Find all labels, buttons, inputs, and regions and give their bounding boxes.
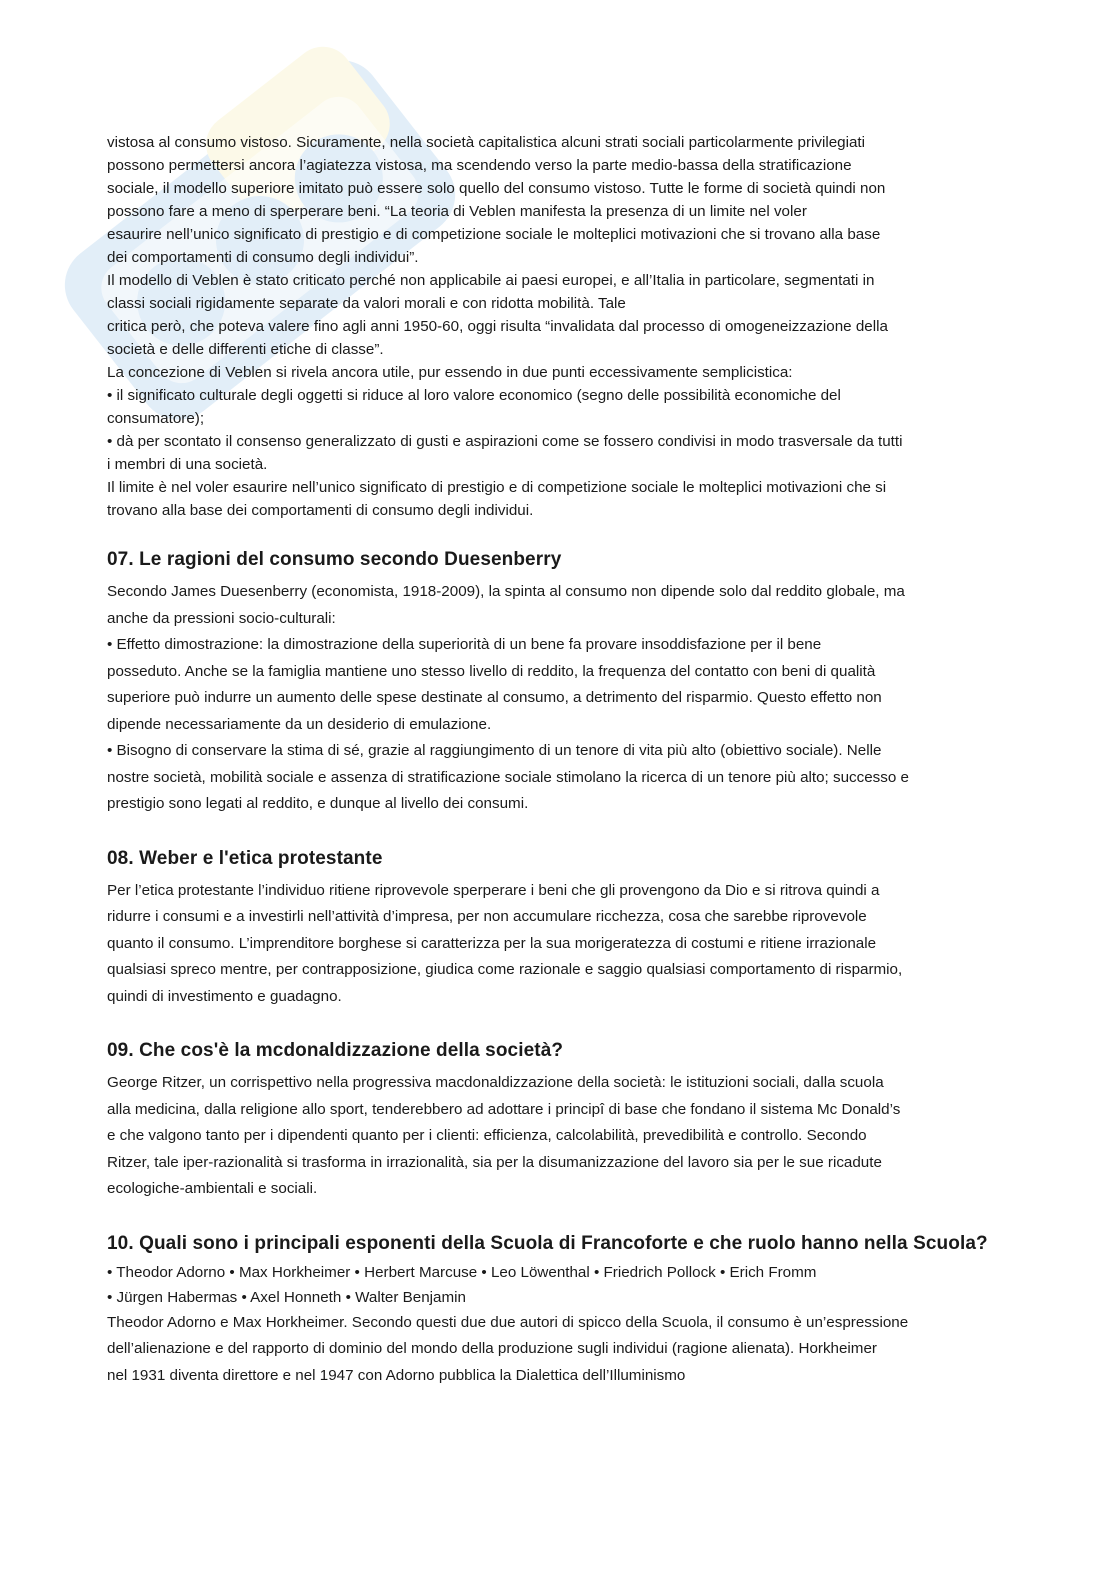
text-line: • Bisogno di conservare la stima di sé, grazie al raggiungimento di un tenore di vita più alto (obiettivo sociale). Nelle (107, 742, 882, 759)
text-line: nel 1931 diventa direttore e nel 1947 con Adorno pubblica la Dialettica dell’Illuminismo (107, 1366, 686, 1384)
section-title: 10. Quali sono i principali esponenti della Scuola di Francoforte e che ruolo hanno nella Scuola? (107, 1232, 988, 1254)
text-line: • Effetto dimostrazione: la dimostrazione della superiorità di un bene fa provare insoddisfazione per il bene (107, 636, 822, 653)
text-line: dell’alienazione e del rapporto di dominio del mondo della produzione sugli individui (ragione alienata). Horkheimer (107, 1340, 877, 1357)
section-title: 09. Che cos'è la mcdonaldizzazione della società? (107, 1040, 564, 1061)
list-item: • Theodor Adorno • Max Horkheimer • Herbert Marcuse • Leo Löwenthal • Friedrich Pollock • Erich Fromm (107, 1263, 817, 1281)
text-line: e che valgono tanto per i dipendenti quanto per i clienti: efficienza, calcolabilità, prevedibilità e controllo. Secondo (107, 1127, 867, 1144)
text-line: critica però, che poteva valere fino agli anni 1950-60, oggi risulta “invalidata dal processo di omogeneizzazione della (107, 318, 888, 335)
text-line: trovano alla base dei comportamenti di consumo degli individui. (107, 502, 534, 519)
text-line: dei comportamenti di consumo degli individui”. (107, 249, 419, 266)
section-09 (107, 1038, 1007, 1203)
text-line: • il significato culturale degli oggetti si riduce al loro valore economico (segno delle possibilità economiche del (107, 387, 841, 404)
text-line: dipende necessariamente da un desiderio di emulazione. (107, 715, 492, 733)
text-line: anche da pressioni socio-culturali: (107, 609, 336, 627)
text-line: possono permettersi ancora l’agiatezza vistosa, ma scendendo verso la parte medio-bassa della stratificazione (107, 157, 852, 174)
text-line: quindi di investimento e guadagno. (107, 987, 342, 1005)
text-line: Secondo James Duesenberry (economista, 1918-2009), la spinta al consumo non dipende solo dal reddito globale, ma (107, 583, 905, 600)
text-line: consumatore); (107, 410, 205, 427)
text-line: ecologiche-ambientali e sociali. (107, 1180, 318, 1197)
text-line: società e delle differenti etiche di classe”. (107, 341, 384, 358)
text-line: posseduto. Anche se la famiglia mantiene uno stesso livello di reddito, la frequenza del contatto con beni di qualità (107, 662, 876, 680)
text-line: Ritzer, tale iper-razionalità si trasforma in irrazionalità, sia per la disumanizzazione del lavoro sia per le sue ricadute (107, 1153, 882, 1171)
text-line: La concezione di Veblen si rivela ancora utile, pur essendo in due punti eccessivamente semplicistica: (107, 364, 793, 381)
text-line: George Ritzer, un corrispettivo nella progressiva macdonaldizzazione della società: le istituzioni sociali, dalla scuola (107, 1074, 884, 1091)
text-line: Theodor Adorno e Max Horkheimer. Secondo questi due due autori di spicco della Scuola, il consumo è un’espressione (107, 1313, 909, 1331)
section-07 (107, 547, 1007, 818)
section-08 (107, 846, 1007, 1011)
text-line: • dà per scontato il consenso generalizzato di gusti e aspirazioni come se fossero condivisi in modo trasversale da tutti (107, 433, 903, 450)
intro-text (107, 131, 1007, 522)
text-line: possono fare a meno di sperperare beni. “La teoria di Veblen manifesta la presenza di un limite nel voler (107, 203, 807, 220)
text-line: esaurire nell’unico significato di prestigio e di competizione sociale le molteplici motivazioni che si trovano alla base (107, 226, 881, 243)
text-line: ridurre i consumi e a investirli nell’attività d’impresa, per non accumulare ricchezza, cosa che sarebbe riprovevole (107, 908, 867, 925)
text-line: sociale, il modello superiore imitato può essere solo quello del consumo vistoso. Tutte le forme di società quindi non (107, 180, 886, 197)
text-line: Per l’etica protestante l’individuo ritiene riprovevole sperperare i beni che gli provengono da Dio e si ritrova quindi a (107, 881, 880, 899)
text-line: quanto il consumo. L’imprenditore borghese si caratterizza per la sua morigeratezza di costumi e ritiene irrazionale (107, 934, 877, 952)
document-page (107, 131, 1007, 1389)
list-item: • Jürgen Habermas • Axel Honneth • Walter Benjamin (107, 1288, 466, 1306)
text-line: Il modello di Veblen è stato criticato perché non applicabile ai paesi europei, e all’Italia in particolare, segmentati in (107, 272, 875, 289)
text-line: Il limite è nel voler esaurire nell’unico significato di prestigio e di competizione sociale le molteplici motivazioni che si (107, 479, 887, 496)
text-line: qualsiasi spreco mentre, per contrapposizione, giudica come razionale e saggio qualsiasi comportamento di risparmio, (107, 961, 903, 978)
text-line: i membri di una società. (107, 456, 268, 473)
text-line: alla medicina, dalla religione allo sport, tenderebbero ad adottare i principî di base che fondano il sistema Mc Donald’s (107, 1100, 901, 1118)
text-line: prestigio sono legati al reddito, e dunque al livello dei consumi. (107, 795, 529, 812)
text-line: classi sociali rigidamente separate da valori morali e con ridotta mobilità. Tale (107, 295, 626, 312)
text-line: superiore può indurre un aumento delle spese destinate al consumo, a detrimento del risparmio. Questo effetto non (107, 689, 882, 706)
section-title: 08. Weber e l'etica protestante (107, 847, 383, 869)
text-line: nostre società, mobilità sociale e assenza di stratificazione sociale stimolano la ricerca di un tenore più alto; successo e (107, 768, 909, 786)
section-title: 07. Le ragioni del consumo secondo Duesenberry (107, 549, 562, 570)
section-10 (107, 1231, 1007, 1390)
text-line: vistosa al consumo vistoso. Sicuramente, nella società capitalistica alcuni strati sociali particolarmente privilegiati (107, 134, 866, 151)
